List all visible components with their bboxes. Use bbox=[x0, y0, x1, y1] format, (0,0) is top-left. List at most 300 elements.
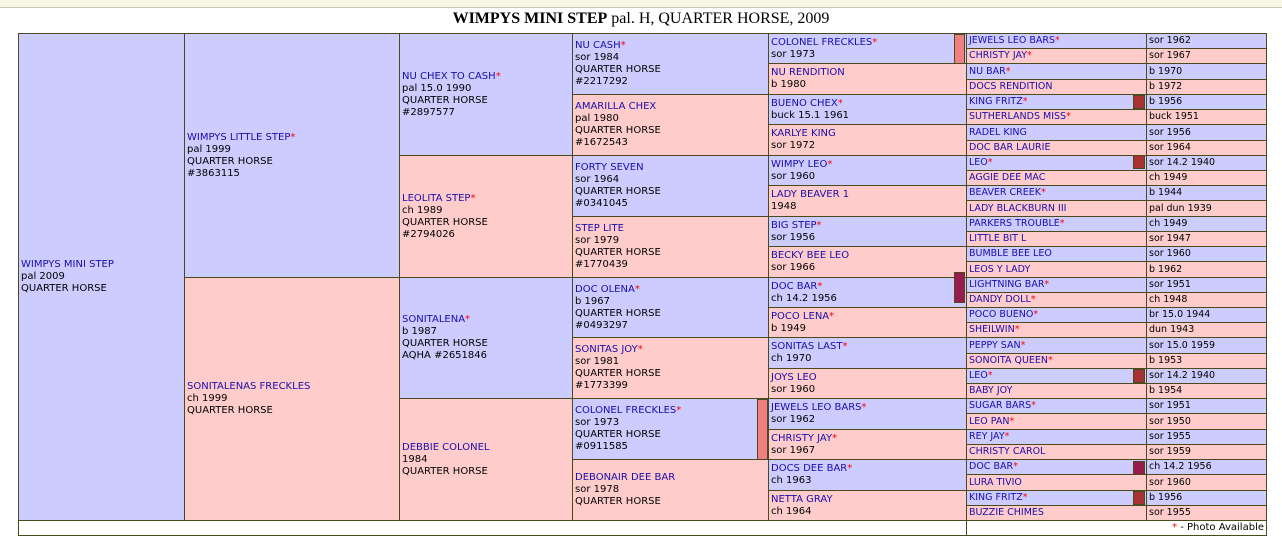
g5-info-cell bbox=[1146, 185, 1267, 201]
horse-name-link[interactable]: FORTY SEVEN bbox=[575, 162, 644, 173]
g5-info-cell bbox=[1146, 353, 1267, 369]
horse-name-link[interactable]: AGGIE DEE MAC bbox=[969, 172, 1046, 183]
horse-name-link[interactable]: DOCS DEE BAR bbox=[771, 463, 848, 474]
horse-name-line[interactable] bbox=[969, 507, 1144, 519]
photo-star-icon: * bbox=[465, 314, 471, 325]
horse-name-link[interactable]: CHRISTY JAY bbox=[771, 432, 833, 444]
horse-name-line[interactable] bbox=[771, 98, 964, 110]
g5-info-cell bbox=[1146, 429, 1267, 445]
horse-name-link[interactable]: POCO BUENO bbox=[969, 309, 1034, 320]
g5-name-cell bbox=[966, 200, 1147, 217]
horse-name-line[interactable] bbox=[771, 220, 964, 232]
g1-horse-cell bbox=[184, 277, 400, 521]
pedigree-footer-left bbox=[18, 520, 967, 536]
horse-name-line[interactable] bbox=[969, 96, 1144, 108]
horse-name-link[interactable]: BUMBLE BEE LEO bbox=[969, 248, 1052, 259]
horse-name-link[interactable]: BUENO CHEX bbox=[771, 97, 838, 109]
horse-name-line[interactable] bbox=[402, 442, 570, 454]
horse-name-link[interactable]: DOC OLENA bbox=[575, 283, 635, 295]
horse-name-line[interactable] bbox=[969, 340, 1144, 352]
horse-name-line[interactable] bbox=[969, 50, 1144, 62]
horse-detail: ch 1999 bbox=[187, 393, 228, 404]
horse-detail: br 15.0 1944 bbox=[1149, 309, 1211, 320]
horse-name-line[interactable] bbox=[771, 250, 964, 262]
g5-name-cell bbox=[966, 155, 1147, 171]
g3-horse-cell bbox=[572, 216, 769, 278]
g5-info-cell bbox=[1146, 322, 1267, 338]
horse-name-line[interactable] bbox=[771, 463, 964, 475]
g5-info-cell bbox=[1146, 505, 1267, 521]
horse-detail: sor 1951 bbox=[1149, 400, 1191, 411]
horse-detail: ch 1964 bbox=[771, 505, 812, 517]
inbreeding-marker bbox=[1133, 461, 1145, 475]
horse-name-line[interactable] bbox=[969, 492, 1144, 504]
horse-name-line[interactable] bbox=[969, 279, 1144, 291]
g5-name-cell bbox=[966, 185, 1147, 201]
g5-info-cell bbox=[1146, 140, 1267, 156]
horse-name-line[interactable] bbox=[969, 264, 1144, 276]
horse-detail: b 1954 bbox=[1149, 385, 1183, 396]
horse-name-link[interactable]: BIG STEP bbox=[771, 219, 817, 231]
inbreeding-marker bbox=[954, 34, 965, 64]
horse-name-line[interactable] bbox=[969, 187, 1144, 199]
horse-name-line[interactable] bbox=[969, 370, 1144, 382]
g5-info-cell bbox=[1146, 307, 1267, 323]
horse-name-line[interactable] bbox=[187, 381, 397, 393]
horse-name-link[interactable]: LEOS Y LADY bbox=[969, 263, 1031, 275]
g5-info-cell bbox=[1146, 261, 1267, 278]
horse-name-link[interactable]: NETTA GRAY bbox=[771, 493, 833, 505]
g5-name-cell bbox=[966, 368, 1147, 384]
horse-name-line[interactable] bbox=[575, 284, 766, 296]
photo-star-icon: * bbox=[872, 36, 878, 48]
horse-name-link[interactable]: WIMPYS LITTLE STEP bbox=[187, 131, 291, 143]
horse-name-line[interactable] bbox=[969, 35, 1144, 47]
g5-info-cell bbox=[1146, 124, 1267, 141]
photo-star-icon: * bbox=[1048, 355, 1053, 366]
horse-name-line[interactable] bbox=[402, 193, 570, 205]
horse-name-link[interactable]: POCO LENA bbox=[771, 310, 830, 322]
photo-star-icon: * bbox=[987, 157, 993, 168]
horse-name-link[interactable]: WIMPYS MINI STEP bbox=[21, 259, 114, 270]
horse-name-line[interactable] bbox=[969, 385, 1144, 397]
horse-name-line[interactable] bbox=[771, 372, 964, 384]
horse-detail: buck 1951 bbox=[1149, 111, 1199, 122]
horse-name-link[interactable]: SONOITA QUEEN bbox=[969, 355, 1049, 366]
horse-name-link[interactable]: LEO bbox=[969, 157, 988, 168]
g5-info-cell bbox=[1146, 200, 1267, 217]
horse-name-link[interactable]: KING FRITZ bbox=[969, 96, 1023, 107]
horse-name-line[interactable] bbox=[969, 324, 1144, 336]
g2-horse-cell bbox=[399, 398, 573, 521]
horse-detail: sor 1947 bbox=[1149, 233, 1191, 244]
horse-name-link[interactable]: DEBONAIR DEE BAR bbox=[575, 472, 676, 483]
g4-horse-cell bbox=[768, 216, 967, 247]
horse-detail: pal 1999 bbox=[187, 143, 231, 155]
horse-name-line[interactable] bbox=[969, 461, 1144, 473]
g5-name-cell bbox=[966, 459, 1147, 475]
horse-name-line[interactable] bbox=[21, 259, 182, 271]
horse-detail: QUARTER HORSE bbox=[575, 125, 661, 136]
horse-name-link[interactable]: SHEILWIN bbox=[969, 324, 1015, 335]
photo-star-icon: * bbox=[987, 370, 993, 381]
photo-star-icon: * bbox=[1059, 218, 1065, 229]
legend-text: - Photo Available bbox=[1177, 522, 1264, 533]
g5-info-cell bbox=[1146, 277, 1267, 293]
horse-name-link[interactable]: PEPPY SAN bbox=[969, 339, 1021, 351]
g4-horse-cell bbox=[768, 94, 967, 125]
g4-horse-cell bbox=[768, 155, 967, 186]
horse-name-link[interactable]: WIMPY LEO bbox=[771, 158, 828, 170]
top-bar bbox=[0, 0, 1282, 8]
horse-detail: sor 1960 bbox=[1149, 476, 1191, 488]
g5-name-cell bbox=[966, 307, 1147, 323]
g5-info-cell bbox=[1146, 94, 1267, 110]
horse-detail: ch 1948 bbox=[1149, 294, 1188, 305]
horse-name-line[interactable] bbox=[969, 203, 1144, 215]
g5-info-cell bbox=[1146, 109, 1267, 125]
g5-name-cell bbox=[966, 429, 1147, 445]
horse-detail: #1672543 bbox=[575, 137, 628, 148]
g3-horse-cell bbox=[572, 337, 769, 399]
horse-detail: AQHA #2651846 bbox=[402, 350, 487, 361]
g5-name-cell bbox=[966, 216, 1147, 232]
horse-name-link[interactable]: REY JAY bbox=[969, 431, 1005, 442]
horse-name-link[interactable]: COLONEL FRECKLES bbox=[771, 36, 873, 48]
photo-star-icon: * bbox=[1005, 65, 1011, 77]
g5-name-cell bbox=[966, 353, 1147, 369]
g5-name-cell bbox=[966, 109, 1147, 125]
horse-name-line[interactable] bbox=[969, 142, 1144, 154]
horse-name-line[interactable] bbox=[575, 40, 766, 52]
horse-name-link[interactable]: BUZZIE CHIMES bbox=[969, 507, 1044, 518]
g5-name-cell bbox=[966, 79, 1147, 95]
horse-name-line[interactable] bbox=[575, 162, 766, 174]
horse-name-link[interactable]: DEBBIE COLONEL bbox=[402, 441, 490, 453]
photo-star-icon: * bbox=[816, 219, 822, 231]
g5-info-cell bbox=[1146, 33, 1267, 49]
g5-name-cell bbox=[966, 170, 1147, 186]
g4-horse-cell bbox=[768, 368, 967, 399]
horse-name-link[interactable]: SONITALENAS FRECKLES bbox=[187, 381, 311, 392]
horse-name-line[interactable] bbox=[969, 66, 1144, 78]
inbreeding-marker bbox=[1133, 155, 1145, 169]
horse-name-line[interactable] bbox=[969, 446, 1144, 458]
horse-name-link[interactable]: NU BAR bbox=[969, 65, 1006, 77]
horse-detail: QUARTER HORSE bbox=[402, 94, 488, 106]
g5-name-cell bbox=[966, 63, 1147, 80]
horse-detail: sor 1984 bbox=[575, 52, 620, 63]
horse-name-line[interactable] bbox=[771, 433, 964, 445]
title-details: pal. H, QUARTER HORSE, 2009 bbox=[607, 10, 830, 27]
horse-name-line[interactable] bbox=[402, 71, 570, 83]
horse-detail: sor 1967 bbox=[771, 444, 816, 456]
photo-star-icon: * bbox=[829, 310, 835, 322]
horse-detail: sor 1966 bbox=[771, 262, 816, 273]
photo-star-icon: * bbox=[1014, 324, 1020, 335]
inbreeding-marker bbox=[954, 272, 965, 303]
horse-name-line[interactable] bbox=[187, 132, 397, 144]
g4-horse-cell bbox=[768, 459, 967, 491]
horse-name-link[interactable]: DOC BAR LAURIE bbox=[969, 142, 1051, 153]
horse-name-link[interactable]: BABY JOY bbox=[969, 385, 1013, 396]
horse-name-link[interactable]: NU CASH bbox=[575, 40, 621, 51]
horse-name-line[interactable] bbox=[771, 341, 964, 353]
horse-detail: sor 1960 bbox=[771, 170, 816, 182]
photo-star-icon: * bbox=[1030, 294, 1036, 305]
g2-horse-cell bbox=[399, 277, 573, 399]
horse-detail: dun 1943 bbox=[1149, 324, 1195, 335]
horse-name-link[interactable]: AMARILLA CHEX bbox=[575, 101, 657, 112]
horse-detail: sor 1981 bbox=[575, 356, 620, 367]
horse-detail: b 1944 bbox=[1149, 187, 1183, 198]
horse-name-link[interactable]: JEWELS LEO BARS bbox=[771, 402, 862, 413]
g5-name-cell bbox=[966, 322, 1147, 338]
title-horse-name: WIMPYS MINI STEP bbox=[452, 10, 608, 27]
horse-name-link[interactable]: LEOLITA STEP bbox=[402, 192, 471, 204]
horse-detail: pal 15.0 1990 bbox=[402, 82, 472, 94]
horse-name-link[interactable]: CHRISTY CAROL bbox=[969, 446, 1046, 457]
g5-info-cell bbox=[1146, 398, 1267, 414]
horse-name-line[interactable] bbox=[969, 309, 1144, 321]
horse-name-link[interactable]: STEP LITE bbox=[575, 223, 624, 234]
horse-name-link[interactable]: SUTHERLANDS MISS bbox=[969, 111, 1067, 122]
photo-star-icon: * bbox=[495, 70, 501, 82]
g4-horse-cell bbox=[768, 490, 967, 521]
g5-info-cell bbox=[1146, 459, 1267, 475]
g4-horse-cell bbox=[768, 398, 967, 430]
g5-info-cell bbox=[1146, 383, 1267, 399]
horse-name-line[interactable] bbox=[969, 218, 1144, 230]
g5-info-cell bbox=[1146, 79, 1267, 95]
horse-detail: sor 14.2 1940 bbox=[1149, 157, 1216, 168]
horse-name-line[interactable] bbox=[575, 344, 766, 356]
g3-horse-cell bbox=[572, 398, 769, 460]
photo-star-icon: * bbox=[1009, 415, 1015, 427]
horse-name-link[interactable]: JOYS LEO bbox=[771, 371, 817, 383]
g5-name-cell bbox=[966, 94, 1147, 110]
horse-name-line[interactable] bbox=[771, 494, 964, 506]
horse-name-link[interactable]: SUGAR BARS bbox=[969, 400, 1032, 411]
horse-detail: b 1956 bbox=[1149, 96, 1183, 107]
horse-name-line[interactable] bbox=[969, 111, 1144, 123]
g4-horse-cell bbox=[768, 124, 967, 156]
horse-detail: ch 1989 bbox=[402, 204, 443, 216]
g4-horse-cell bbox=[768, 63, 967, 95]
horse-detail: #2897577 bbox=[402, 106, 455, 118]
horse-name-line[interactable] bbox=[969, 172, 1144, 184]
photo-star-icon: * bbox=[1020, 339, 1026, 351]
inbreeding-marker bbox=[1133, 369, 1145, 383]
horse-name-link[interactable]: COLONEL FRECKLES bbox=[575, 405, 677, 416]
g5-name-cell bbox=[966, 337, 1147, 354]
horse-name-link[interactable]: LIGHTNING BAR bbox=[969, 279, 1045, 290]
photo-star-icon: * bbox=[847, 463, 853, 474]
photo-star-icon: * bbox=[676, 405, 682, 416]
horse-detail: QUARTER HORSE bbox=[402, 216, 488, 228]
horse-detail: sor 1960 bbox=[771, 383, 816, 395]
horse-name-link[interactable]: NU CHEX TO CASH bbox=[402, 70, 496, 82]
horse-detail: 1948 bbox=[771, 201, 797, 212]
horse-name-link[interactable]: DANDY DOLL bbox=[969, 294, 1031, 305]
horse-name-link[interactable]: SONITALENA bbox=[402, 314, 466, 325]
horse-detail: ch 14.2 1956 bbox=[771, 292, 837, 304]
horse-name-link[interactable]: DOCS RENDITION bbox=[969, 81, 1053, 92]
horse-name-link[interactable]: LITTLE BIT L bbox=[969, 233, 1027, 244]
horse-name-link[interactable]: DOC BAR bbox=[771, 280, 818, 292]
horse-name-link[interactable]: KING FRITZ bbox=[969, 492, 1023, 503]
horse-detail: #2794026 bbox=[402, 228, 455, 240]
g5-name-cell bbox=[966, 246, 1147, 262]
horse-name-line[interactable] bbox=[402, 314, 570, 326]
photo-star-icon: * bbox=[837, 97, 843, 109]
g5-info-cell bbox=[1146, 231, 1267, 247]
g3-horse-cell bbox=[572, 155, 769, 217]
horse-name-line[interactable] bbox=[771, 402, 964, 414]
horse-name-link[interactable]: LADY BLACKBURN III bbox=[969, 202, 1067, 214]
g5-info-cell bbox=[1146, 216, 1267, 232]
photo-star-icon: * bbox=[1044, 279, 1050, 290]
photo-star-icon: * bbox=[1022, 492, 1028, 503]
photo-star-icon: * bbox=[1066, 111, 1071, 122]
horse-detail: #0341045 bbox=[575, 198, 628, 209]
horse-name-line[interactable] bbox=[575, 223, 766, 235]
horse-name-link[interactable]: BECKY BEE LEO bbox=[771, 250, 850, 261]
horse-name-link[interactable]: SONITAS LAST bbox=[771, 341, 843, 352]
horse-detail: ch 1949 bbox=[1149, 218, 1188, 229]
horse-name-line[interactable] bbox=[969, 477, 1144, 489]
g5-info-cell bbox=[1146, 474, 1267, 491]
horse-detail: b 1987 bbox=[402, 326, 437, 337]
horse-name-line[interactable] bbox=[969, 127, 1144, 139]
g5-info-cell bbox=[1146, 413, 1267, 430]
g5-name-cell bbox=[966, 261, 1147, 278]
horse-detail: b 1953 bbox=[1149, 355, 1183, 366]
horse-detail: b 1967 bbox=[575, 295, 610, 307]
horse-name-line[interactable] bbox=[969, 233, 1144, 245]
inbreeding-marker bbox=[1133, 491, 1145, 505]
g4-horse-cell bbox=[768, 429, 967, 460]
horse-name-link[interactable]: CHRISTY JAY bbox=[969, 50, 1028, 61]
horse-detail: QUARTER HORSE bbox=[575, 429, 661, 440]
horse-name-line[interactable] bbox=[575, 405, 766, 417]
g5-name-cell bbox=[966, 444, 1147, 460]
g4-horse-cell bbox=[768, 246, 967, 278]
horse-name-line[interactable] bbox=[969, 400, 1144, 412]
photo-star-icon: * bbox=[1004, 431, 1010, 442]
g4-horse-cell bbox=[768, 337, 967, 369]
horse-detail: sor 1962 bbox=[1149, 35, 1191, 46]
horse-detail: QUARTER HORSE bbox=[402, 465, 488, 477]
g5-info-cell bbox=[1146, 337, 1267, 354]
horse-detail: #0911585 bbox=[575, 441, 628, 452]
horse-name-line[interactable] bbox=[771, 128, 964, 140]
horse-detail: sor 1951 bbox=[1149, 279, 1191, 290]
horse-name-line[interactable] bbox=[969, 248, 1144, 260]
horse-detail: QUARTER HORSE bbox=[402, 338, 488, 349]
horse-name-link[interactable]: KARLYE KING bbox=[771, 128, 836, 139]
photo-star-icon: * bbox=[832, 432, 838, 444]
photo-star-icon: * bbox=[842, 341, 848, 352]
horse-name-link[interactable]: LEO bbox=[969, 370, 988, 381]
g5-info-cell bbox=[1146, 48, 1267, 64]
g5-name-cell bbox=[966, 505, 1147, 521]
horse-detail: sor 1960 bbox=[1149, 248, 1191, 259]
g5-info-cell bbox=[1146, 368, 1267, 384]
horse-name-line[interactable] bbox=[771, 159, 964, 171]
horse-name-line[interactable] bbox=[771, 37, 964, 49]
photo-star-icon: * bbox=[1013, 461, 1018, 472]
horse-name-link[interactable]: RADEL KING bbox=[969, 126, 1027, 138]
horse-name-line[interactable] bbox=[969, 157, 1144, 169]
horse-name-line[interactable] bbox=[969, 431, 1144, 443]
photo-star-icon: * bbox=[1022, 96, 1028, 107]
horse-detail: sor 15.0 1959 bbox=[1149, 339, 1216, 351]
horse-detail: sor 1973 bbox=[771, 48, 816, 60]
horse-detail: b 1949 bbox=[771, 322, 806, 334]
horse-name-line[interactable] bbox=[969, 81, 1144, 93]
g5-name-cell bbox=[966, 33, 1147, 49]
g5-info-cell bbox=[1146, 155, 1267, 171]
horse-detail: buck 15.1 1961 bbox=[771, 109, 850, 121]
horse-name-line[interactable] bbox=[771, 189, 964, 201]
photo-star-icon: * bbox=[637, 344, 643, 355]
horse-name-link[interactable]: BEAVER CREEK bbox=[969, 187, 1042, 198]
g4-horse-cell bbox=[768, 307, 967, 338]
horse-detail: 1984 bbox=[402, 453, 428, 465]
horse-name-link[interactable]: LADY BEAVER 1 bbox=[771, 189, 850, 200]
horse-name-line[interactable] bbox=[575, 101, 766, 113]
horse-detail: b 1962 bbox=[1149, 263, 1183, 275]
g5-name-cell bbox=[966, 124, 1147, 141]
photo-star-icon: * bbox=[1033, 309, 1039, 320]
horse-detail: #3863115 bbox=[187, 167, 240, 179]
g3-horse-cell bbox=[572, 459, 769, 521]
horse-name-line[interactable] bbox=[969, 416, 1144, 428]
horse-name-line[interactable] bbox=[969, 294, 1144, 306]
horse-detail: sor 1979 bbox=[575, 235, 620, 246]
horse-name-link[interactable]: DOC BAR bbox=[969, 461, 1014, 472]
photo-star-icon: * bbox=[1041, 187, 1046, 198]
photo-star-icon: * bbox=[1054, 35, 1060, 46]
horse-name-link[interactable]: NU RENDITION bbox=[771, 67, 845, 78]
g5-name-cell bbox=[966, 231, 1147, 247]
horse-detail: #1773399 bbox=[575, 380, 628, 391]
horse-detail: pal dun 1939 bbox=[1149, 202, 1212, 214]
horse-name-line[interactable] bbox=[771, 311, 964, 323]
horse-detail: sor 1959 bbox=[1149, 446, 1191, 457]
g4-horse-cell bbox=[768, 277, 967, 308]
g1-horse-cell bbox=[184, 33, 400, 278]
horse-detail: sor 1962 bbox=[771, 414, 816, 425]
horse-detail: sor 1956 bbox=[1149, 126, 1191, 138]
horse-name-line[interactable] bbox=[771, 281, 964, 293]
horse-name-link[interactable]: LURA TIVIO bbox=[969, 476, 1022, 488]
g5-name-cell bbox=[966, 383, 1147, 399]
horse-name-link[interactable]: PARKERS TROUBLE bbox=[969, 218, 1060, 229]
horse-name-line[interactable] bbox=[771, 67, 964, 79]
horse-name-link[interactable]: JEWELS LEO BARS bbox=[969, 35, 1055, 46]
legend-star-icon: * bbox=[1172, 522, 1178, 533]
horse-detail: sor 1972 bbox=[771, 140, 816, 151]
horse-name-line[interactable] bbox=[575, 472, 766, 484]
g5-info-cell bbox=[1146, 63, 1267, 80]
horse-detail: sor 1964 bbox=[1149, 142, 1191, 153]
horse-name-link[interactable]: LEO PAN bbox=[969, 415, 1010, 427]
horse-detail: sor 1967 bbox=[1149, 50, 1191, 61]
horse-name-link[interactable]: SONITAS JOY bbox=[575, 344, 638, 355]
horse-name-line[interactable] bbox=[969, 355, 1144, 367]
